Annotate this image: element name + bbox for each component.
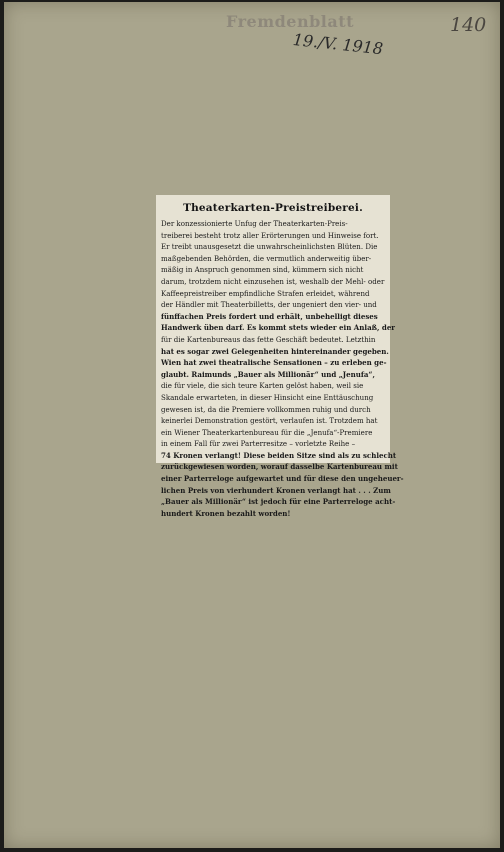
clipping-line: darum, trotzdem nicht einzusehen ist, weshalb der Mehl- oder bbox=[161, 276, 385, 286]
clipping-line: die für viele, die sich teure Karten gelöst haben, weil sie bbox=[161, 381, 364, 391]
clipping-line: mäßig in Anspruch genommen sind, kümmern sich nicht bbox=[161, 265, 364, 275]
clipping-line: hat es sogar zwei Gelegenheiten hintereinander gegeben. bbox=[161, 346, 389, 356]
clipping-line: maßgebenden Behörden, die vermutlich anderweitig über- bbox=[161, 253, 372, 263]
clipping-line: der Händler mit Theaterbilletts, der ungeniert den vier- und bbox=[161, 300, 377, 310]
clipping-line: keinerlei Demonstration gestört, verlaufen ist. Trotzdem hat bbox=[161, 416, 378, 426]
clipping-line: für die Kartenbureaus das fette Geschäft bedeutet. Letzthin bbox=[161, 334, 376, 344]
clipping-line: treiberei besteht trotz aller Erörterungen und Hinweise fort. bbox=[161, 230, 379, 240]
clipping-line: zurückgewiesen worden, worauf dasselbe Kartenbureau mit bbox=[161, 462, 398, 472]
clipping-line: 74 Kronen verlangt! Diese beiden Sitze sind als zu schlecht bbox=[161, 450, 397, 460]
clipping-body bbox=[161, 218, 404, 519]
clipping-line: glaubt. Raimunds „Bauer als Millionär“ und „Jenufa“, bbox=[161, 369, 375, 379]
clipping-line: gewesen ist, da die Premiere vollkommen ruhig und durch bbox=[161, 404, 371, 414]
clipping-line: Handwerk üben darf. Es kommt stets wieder ein Anlaß, der bbox=[161, 323, 396, 333]
document-page bbox=[4, 2, 500, 848]
clipping-line: Skandale erwarteten, in dieser Hinsicht eine Enttäuschung bbox=[161, 392, 374, 402]
newspaper-stamp: Fremdenblatt bbox=[226, 12, 355, 31]
clipping-line: einer Parterreloge aufgewartet und für diese den ungeheuer- bbox=[161, 474, 404, 484]
newspaper-clipping bbox=[156, 195, 404, 518]
clipping-line: lichen Preis von vierhundert Kronen verlangt hat . . . Zum bbox=[161, 485, 391, 495]
clipping-line: Der konzessionierte Unfug der Theaterkarten-Preis- bbox=[161, 219, 348, 228]
clipping-line: Wien hat zwei theatralische Sensationen – zu erleben ge- bbox=[161, 358, 387, 368]
clipping-line: Er treibt unausgesetzt die unwahrscheinlichsten Blüten. Die bbox=[161, 242, 378, 252]
handwritten-date: 19./V. 1918 bbox=[292, 30, 384, 59]
clipping-line: hundert Kronen bezahlt worden! bbox=[161, 508, 291, 518]
clipping-line: Kaffeepreistreiber empfindliche Strafen erleidet, während bbox=[161, 288, 370, 298]
clipping-line: in einem Fall für zwei Parterresitze – vorletzte Reihe – bbox=[161, 439, 356, 449]
clipping-line: fünffachen Preis fordert und erhält, unbehelligt dieses bbox=[161, 311, 378, 321]
clipping-line: ein Wiener Theaterkartenbureau für die „Jenufa“-Premiere bbox=[161, 427, 373, 437]
clipping-headline: Theaterkarten-Preistreiberei. bbox=[183, 202, 363, 214]
clipping-line: „Bauer als Millionär“ ist jedoch für eine Parterreloge acht- bbox=[161, 497, 396, 507]
folio-number: 140 bbox=[450, 14, 487, 36]
